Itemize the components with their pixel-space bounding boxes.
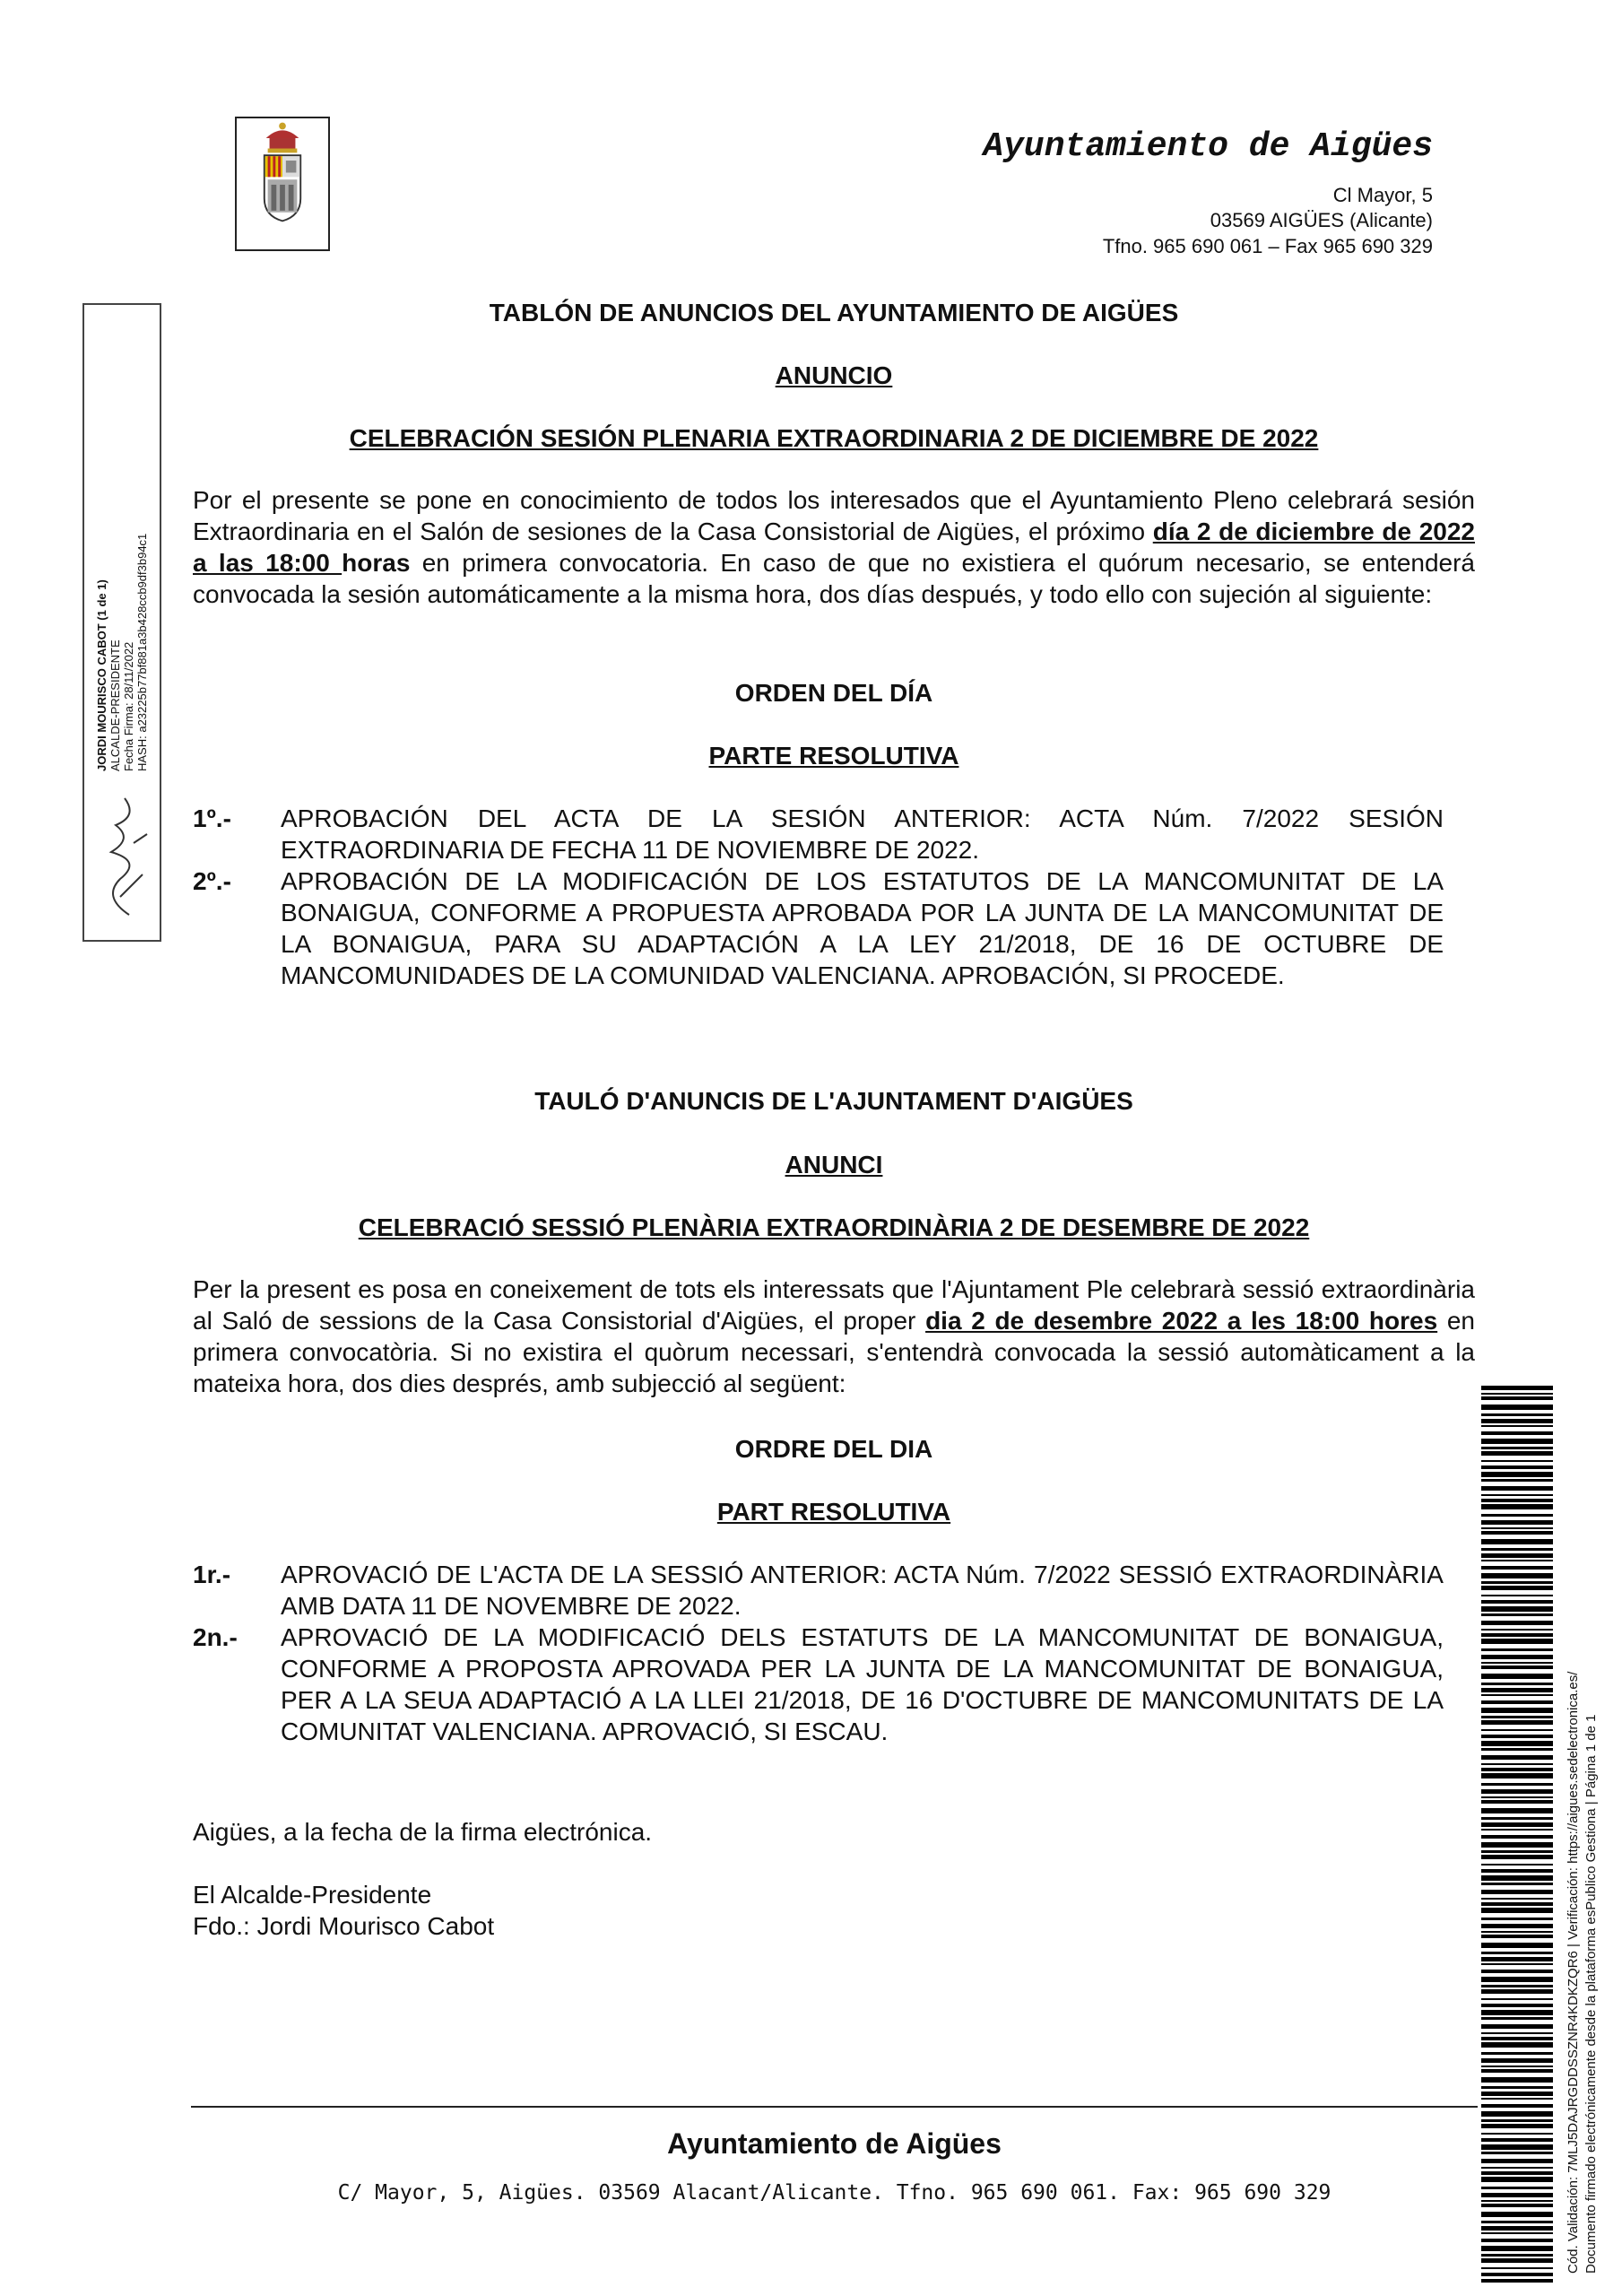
barcode-bar xyxy=(1481,2239,1553,2242)
barcode-bar xyxy=(1481,1527,1553,1529)
validation-barcode xyxy=(1481,1386,1553,2283)
barcode-bar xyxy=(1481,1600,1553,1604)
handwritten-signature xyxy=(93,789,156,924)
verification-line-2: Documento firmado electrónicamente desde la plataforma esPublico Gestiona | Página 1 de 1 xyxy=(1583,1714,1599,2274)
footer-title: Ayuntamiento de Aigües xyxy=(667,2127,1002,2160)
es-agenda-item-2 xyxy=(193,865,1444,991)
verification-text xyxy=(1565,1377,1618,2274)
barcode-bar xyxy=(1481,1606,1553,1612)
barcode-bar xyxy=(1481,2042,1553,2048)
barcode-bar xyxy=(1481,1393,1553,1395)
footer-divider xyxy=(191,2106,1478,2108)
barcode-bar xyxy=(1481,1729,1553,1731)
barcode-bar xyxy=(1481,1741,1553,1746)
barcode-bar xyxy=(1481,1773,1553,1779)
barcode-bar xyxy=(1481,2187,1553,2189)
barcode-bar xyxy=(1481,1439,1553,1444)
es-intro-hours: horas xyxy=(342,549,411,577)
barcode-bar xyxy=(1481,1499,1553,1502)
barcode-bar xyxy=(1481,1494,1553,1496)
barcode-bar xyxy=(1481,2254,1553,2257)
barcode-bar xyxy=(1481,1789,1553,1794)
barcode-bar xyxy=(1481,2017,1553,2020)
barcode-bar xyxy=(1481,2138,1553,2142)
barcode-bar xyxy=(1481,1548,1553,1551)
va-order-title: ORDRE DEL DIA xyxy=(734,1435,933,1463)
barcode-bar xyxy=(1481,2024,1553,2029)
barcode-bar xyxy=(1481,1553,1553,1558)
barcode-bar xyxy=(1481,1504,1553,1509)
barcode-bar xyxy=(1481,2221,1553,2223)
barcode-bar xyxy=(1481,1829,1553,1831)
barcode-bar xyxy=(1481,2058,1553,2063)
barcode-bar xyxy=(1481,1639,1553,1644)
barcode-bar xyxy=(1481,1952,1553,1954)
barcode-bar xyxy=(1481,1520,1553,1525)
barcode-bar xyxy=(1481,2010,1553,2015)
barcode-bar xyxy=(1481,1800,1553,1804)
barcode-bar xyxy=(1481,2167,1553,2169)
va-item-text: APROVACIÓ DE LA MODIFICACIÓ DELS ESTATUTS DE LA MANCOMUNITAT DE BONAIGUA, CONFORME A PROPOSTA APROVADA PER LA JUNTA DE LA MANCOMUNITAT DE BONAIGUA, PER A LA SEUA ADAPTACIÓ A LA LLEI 21/2018, DE 16 D'OCTUBRE DE MANCOMUNITATS DE LA COMUNITAT VALENCIANA. APROVACIÓ, SI ESCAU. xyxy=(281,1623,1444,1745)
signature-hash: HASH: a23225b77bf881a3b428ccb9df3b94c1 xyxy=(135,533,149,771)
barcode-bar xyxy=(1481,1924,1553,1928)
closing-role: El Alcalde-Presidente xyxy=(193,1881,432,1909)
barcode-bar xyxy=(1481,1460,1553,1462)
va-agenda-item-1 xyxy=(193,1559,1444,1622)
barcode-bar xyxy=(1481,1890,1553,1894)
closing-place-date: Aigües, a la fecha de la firma electrónica. xyxy=(193,1818,653,1846)
barcode-bar xyxy=(1481,2193,1553,2197)
barcode-bar xyxy=(1481,2092,1553,2096)
barcode-bar xyxy=(1481,1808,1553,1813)
va-board-title: TAULÓ D'ANUNCIS DE L'AJUNTAMENT D'AIGÜES xyxy=(534,1087,1133,1115)
barcode-bar xyxy=(1481,1431,1553,1435)
es-board-title: TABLÓN DE ANUNCIOS DEL AYUNTAMIENTO DE AIGÜES xyxy=(489,299,1179,326)
barcode-bar xyxy=(1481,1700,1553,1704)
barcode-bar xyxy=(1481,1963,1553,1965)
barcode-bar xyxy=(1481,1621,1553,1625)
barcode-bar xyxy=(1481,1989,1553,1994)
barcode-bar xyxy=(1481,1835,1553,1839)
barcode-bar xyxy=(1481,2119,1553,2122)
barcode-bar xyxy=(1481,1514,1553,1517)
barcode-bar xyxy=(1481,2037,1553,2040)
barcode-bar xyxy=(1481,1748,1553,1751)
barcode-bar xyxy=(1481,1957,1553,1961)
barcode-bar xyxy=(1481,1648,1553,1651)
barcode-bar xyxy=(1481,1716,1553,1718)
es-agenda-item-1 xyxy=(193,803,1444,865)
barcode-bar xyxy=(1481,1613,1553,1616)
barcode-bar xyxy=(1481,1694,1553,1696)
barcode-bar xyxy=(1481,1883,1553,1885)
barcode-bar xyxy=(1481,2232,1553,2234)
va-subject: CELEBRACIÓ SESSIÓ PLENÀRIA EXTRAORDINÀRIA 2 DE DESEMBRE DE 2022 xyxy=(358,1213,1310,1241)
barcode-bar xyxy=(1481,2077,1553,2083)
barcode-bar xyxy=(1481,2098,1553,2100)
es-order-title: ORDEN DEL DÍA xyxy=(734,679,933,707)
va-part-title: PART RESOLUTIVA xyxy=(716,1498,951,1526)
es-item-text: APROBACIÓN DEL ACTA DE LA SESIÓN ANTERIOR: ACTA Núm. 7/2022 SESIÓN EXTRAORDINARIA DE FECHA 11 DE NOVIEMBRE DE 2022. xyxy=(281,804,1444,864)
barcode-bar xyxy=(1481,1586,1553,1590)
es-intro-a: Por el presente se pone en conocimiento de todos los interesados que el Ayuntamiento Pleno celebrará sesión Extraordinaria en el Salón de sesiones de la Casa Consistorial de Aigües, el próximo xyxy=(193,486,1475,545)
barcode-bar xyxy=(1481,2104,1553,2108)
barcode-bar xyxy=(1481,2032,1553,2034)
barcode-bar xyxy=(1481,2279,1553,2283)
es-heading: ANUNCIO xyxy=(775,361,893,389)
barcode-bar xyxy=(1481,2066,1553,2067)
header-address-line-2: 03569 AIGÜES (Alicante) xyxy=(1210,209,1433,231)
barcode-bar xyxy=(1481,2171,1553,2175)
barcode-bar xyxy=(1481,1898,1553,1900)
barcode-bar xyxy=(1481,1708,1553,1713)
barcode-bar xyxy=(1481,1970,1553,1973)
barcode-bar xyxy=(1481,1531,1553,1535)
es-intro-b: en primera convocatoria. En caso de que no existiera el quórum necesario, se entenderá convocada la sesión automáticamente a la misma hora, dos días después, y todo ello con sujeción al siguiente: xyxy=(193,549,1475,608)
barcode-bar xyxy=(1481,1683,1553,1685)
electronic-signature-box xyxy=(82,303,161,942)
barcode-bar xyxy=(1481,1998,1553,2000)
barcode-bar xyxy=(1481,1796,1553,1798)
barcode-bar xyxy=(1481,1850,1553,1853)
barcode-bar xyxy=(1481,1842,1553,1848)
barcode-bar xyxy=(1481,1566,1553,1570)
barcode-bar xyxy=(1481,1720,1553,1725)
barcode-bar xyxy=(1481,1674,1553,1679)
barcode-bar xyxy=(1481,2004,1553,2007)
barcode-bar xyxy=(1481,1902,1553,1906)
header-phone: Tfno. 965 690 061 – Fax 965 690 329 xyxy=(1102,235,1433,257)
barcode-bar xyxy=(1481,2246,1553,2251)
barcode-bar xyxy=(1481,1472,1553,1477)
barcode-bar xyxy=(1481,1931,1553,1933)
barcode-bar xyxy=(1481,1768,1553,1771)
barcode-bar xyxy=(1481,2258,1553,2263)
header-address-line-1: Cl Mayor, 5 xyxy=(1332,184,1433,206)
barcode-bar xyxy=(1481,1633,1553,1637)
barcode-bar xyxy=(1481,1479,1553,1482)
signer-role: ALCALDE-PRESIDENTE xyxy=(108,639,122,771)
barcode-bar xyxy=(1481,1655,1553,1659)
barcode-bar xyxy=(1481,1539,1553,1544)
barcode-bar xyxy=(1481,1465,1553,1469)
barcode-bar xyxy=(1481,2152,1553,2154)
barcode-bar xyxy=(1481,1869,1553,1873)
barcode-bar xyxy=(1481,2273,1553,2276)
closing-signed-by: Fdo.: Jordi Mourisco Cabot xyxy=(193,1912,495,1940)
coat-of-arms-logo xyxy=(235,117,330,251)
footer-address: C/ Mayor, 5, Aigües. 03569 Alacant/Alicante. Tfno. 965 690 061. Fax: 965 690 329 xyxy=(337,2181,1331,2205)
barcode-bar xyxy=(1481,1763,1553,1765)
va-item-number: 1r.- xyxy=(193,1561,231,1588)
es-intro-paragraph xyxy=(193,484,1475,610)
barcode-bar xyxy=(1481,1629,1553,1631)
signature-date: Fecha Firma: 28/11/2022 xyxy=(122,641,135,771)
barcode-bar xyxy=(1481,2124,1553,2128)
barcode-bar xyxy=(1481,1688,1553,1692)
es-item-number: 2º.- xyxy=(193,867,231,895)
barcode-bar xyxy=(1481,1864,1553,1866)
barcode-bar xyxy=(1481,1908,1553,1913)
barcode-bar xyxy=(1481,2086,1553,2089)
barcode-bar xyxy=(1481,1419,1553,1423)
va-intro-b: en primera convocatòria. Si no existira el quòrum necessari, s'entendrà convocada la sessió automàticament a la mateixa hora, dos dies després, amb subjecció al següent: xyxy=(193,1307,1475,1397)
va-item-text: APROVACIÓ DE L'ACTA DE LA SESSIÓ ANTERIOR: ACTA Núm. 7/2022 SESSIÓ EXTRAORDINÀRIA AMB DATA 11 DE NOVEMBRE DE 2022. xyxy=(281,1561,1444,1620)
va-intro-a: Per la present es posa en coneixement de tots els interessats que l'Ajuntament Ple celebrarà sessió extraordinària al Saló de sessions de la Casa Consistorial d'Aigües, el proper xyxy=(193,1275,1475,1335)
barcode-bar xyxy=(1481,1985,1553,1987)
va-intro-date: dia 2 de desembre 2022 a les 18:00 hores xyxy=(925,1307,1438,1335)
barcode-bar xyxy=(1481,1425,1553,1427)
barcode-bar xyxy=(1481,2069,1553,2073)
barcode-bar xyxy=(1481,1817,1553,1820)
es-subject: CELEBRACIÓN SESIÓN PLENARIA EXTRAORDINARIA 2 DE DICIEMBRE DE 2022 xyxy=(349,424,1319,452)
barcode-bar xyxy=(1481,2052,1553,2055)
barcode-bar xyxy=(1481,1486,1553,1491)
verification-line-1: Cód. Validación: 7MLJ5DAJRGDDSSZNR4KDKZQR6 | Verificación: https://aigues.sedelectronica.es/ xyxy=(1566,1671,1581,2274)
barcode-bar xyxy=(1481,2177,1553,2182)
va-agenda-item-2 xyxy=(193,1622,1444,1747)
barcode-bar xyxy=(1481,1735,1553,1738)
barcode-bar xyxy=(1481,1451,1553,1456)
barcode-bar xyxy=(1481,1595,1553,1596)
va-heading: ANUNCI xyxy=(785,1151,883,1178)
barcode-bar xyxy=(1481,2200,1553,2202)
barcode-bar xyxy=(1481,1405,1553,1410)
va-intro-paragraph xyxy=(193,1274,1475,1399)
barcode-bar xyxy=(1481,1943,1553,1948)
barcode-bar xyxy=(1481,2133,1553,2135)
barcode-bar xyxy=(1481,1855,1553,1859)
barcode-bar xyxy=(1481,2159,1553,2163)
es-part-title: PARTE RESOLUTIVA xyxy=(708,742,959,770)
barcode-bar xyxy=(1481,2267,1553,2269)
barcode-bar xyxy=(1481,1396,1553,1400)
signer-name: JORDI MOURISCO CABOT (1 de 1) xyxy=(95,579,108,771)
barcode-bar xyxy=(1481,1875,1553,1881)
barcode-bar xyxy=(1481,1413,1553,1416)
barcode-bar xyxy=(1481,1918,1553,1920)
barcode-bar xyxy=(1481,1581,1553,1584)
barcode-bar xyxy=(1481,2212,1553,2217)
barcode-bar xyxy=(1481,1560,1553,1561)
barcode-bar xyxy=(1481,1573,1553,1578)
barcode-bar xyxy=(1481,2204,1553,2207)
barcode-bar xyxy=(1481,1755,1553,1760)
barcode-bar xyxy=(1481,1386,1553,1390)
barcode-bar xyxy=(1481,1783,1553,1786)
barcode-bar xyxy=(1481,2144,1553,2150)
va-item-number: 2n.- xyxy=(193,1623,238,1651)
municipality-title: Ayuntamiento de Aigües xyxy=(983,127,1433,166)
es-intro-date: día 2 de diciembre de 2022 a las 18:00 xyxy=(193,517,1475,577)
barcode-bar xyxy=(1481,2226,1553,2231)
barcode-bar xyxy=(1481,1977,1553,1982)
barcode-bar xyxy=(1481,1935,1553,1938)
barcode-bar xyxy=(1481,1447,1553,1449)
es-item-number: 1º.- xyxy=(193,804,231,832)
barcode-bar xyxy=(1481,1662,1553,1664)
es-item-text: APROBACIÓN DE LA MODIFICACIÓN DE LOS ESTATUTOS DE LA MANCOMUNITAT DE LA BONAIGUA, CONFORME A PROPUESTA APROBADA POR LA JUNTA DE LA MANCOMUNITAT DE LA BONAIGUA, PARA SU ADAPTACIÓN A LA LEY 21/2018, DE 16 DE OCTUBRE DE MANCOMUNIDADES DE LA COMUNIDAD VALENCIANA. APROBACIÓN, SI PROCEDE. xyxy=(281,867,1444,989)
barcode-bar xyxy=(1481,1665,1553,1669)
barcode-bar xyxy=(1481,1822,1553,1827)
barcode-bar xyxy=(1481,2111,1553,2117)
